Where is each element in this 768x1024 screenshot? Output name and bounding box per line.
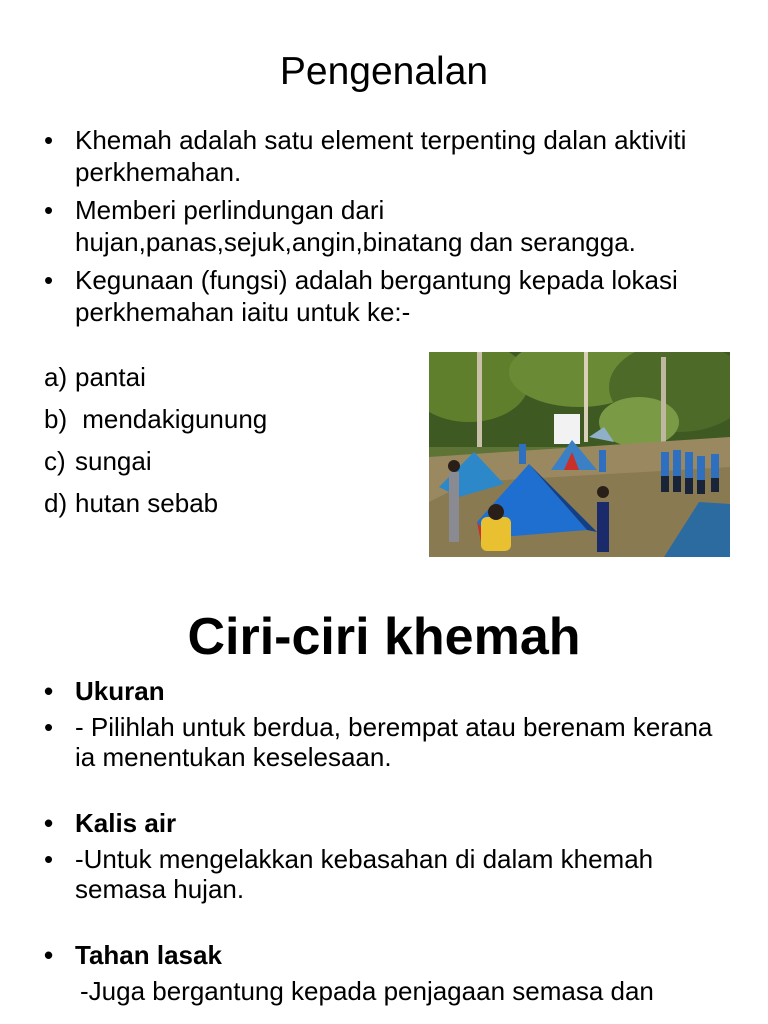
campsite-photo [429,352,730,557]
location-item [0,440,267,482]
intro-bullet: • Kegunaan (fungsi) adalah bergantung kepada lokasi perkhemahan iaitu untuk ke:- [0,264,715,328]
slide2-title: Ciri-ciri khemah [187,608,581,666]
location-marker: b) [44,404,68,434]
feature-description: • -Untuk mengelakkan kebasahan di dalam khemah semasa hujan. [0,844,715,904]
location-list [0,356,267,524]
intro-bullet: • Memberi perlindungan dari hujan,panas,sejuk,angin,binatang dan serangga. [0,194,715,258]
features-bullet-list [0,676,768,1012]
location-item [0,398,267,440]
location-marker: a) [44,362,68,392]
intro-bullet: • Khemah adalah satu element terpenting dalan aktiviti perkhemahan. [0,124,715,188]
location-text: sungai [75,446,152,476]
location-marker: d) [44,488,68,518]
feature-heading: • Tahan lasak [0,940,715,970]
location-marker: c) [44,446,66,476]
intro-bullet-list [0,124,768,334]
location-text: mendakigunung [75,404,268,434]
slide1-title: Pengenalan [279,50,489,93]
feature-description: • - Pilihlah untuk berdua, berempat atau berenam kerana ia menentukan keselesaan. [0,712,715,772]
location-text: pantai [75,362,146,392]
location-item [0,482,267,524]
campsite-illustration [429,352,730,557]
feature-heading: • Kalis air [0,808,715,838]
slide-ciri-ciri-khemah [0,584,768,1024]
location-item [0,356,267,398]
feature-heading: • Ukuran [0,676,715,706]
location-text: hutan sebab [75,488,219,518]
feature-description: -Juga bergantung kepada penjagaan semasa dan [80,976,654,1006]
